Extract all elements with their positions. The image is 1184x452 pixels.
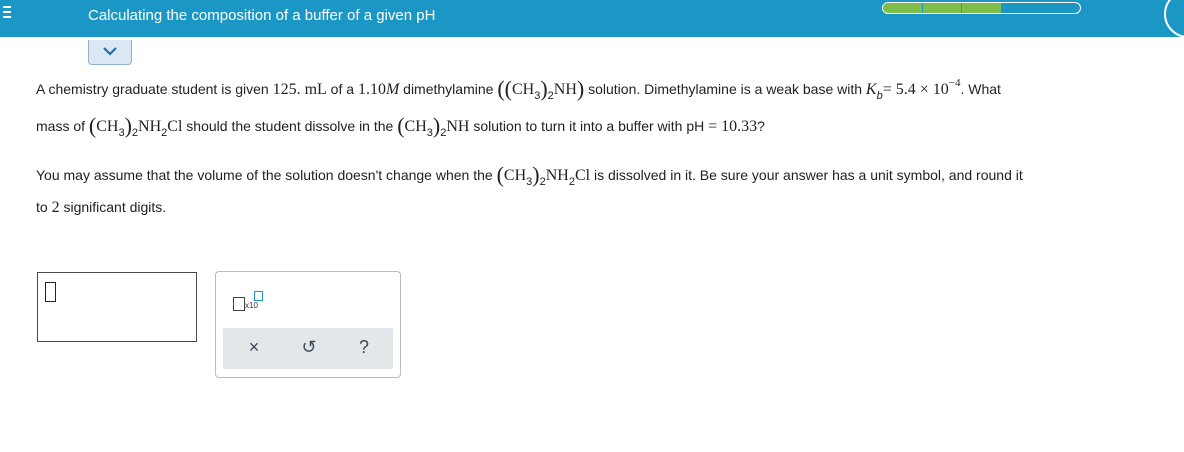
account-circle-icon[interactable] (1164, 0, 1184, 38)
question-line-4 (36, 199, 166, 217)
exponent-box-icon (254, 291, 263, 301)
question-line-3: You may assume that the volume of the solution doesn't change when the $(CH_3)_2NH_2Cl$ is dissolved in it. Be sure your answer has a unit symbol, and round it (36, 162, 1023, 188)
collapse-button[interactable] (88, 40, 132, 65)
base-box-icon (233, 297, 245, 311)
kb-subscript: b (876, 90, 883, 102)
question-text: of a (326, 81, 358, 97)
question-text: mass of (36, 118, 89, 134)
question-line-1: A chemistry graduate student is given 125. mL of a 1.10M dimethylamine $((CH_3)_2NH)$ solution. Dimethylamine is a weak base with $K_b= 5.4 \times 10^{-4}$. What (36, 76, 1001, 102)
question-text: solution to turn it into a buffer with pH (469, 118, 709, 134)
question-text: to (36, 199, 52, 215)
question-text: is dissolved in it. Be sure your answer has a unit symbol, and round it (590, 167, 1023, 183)
formula-subscript: 2 (539, 176, 546, 188)
concentration-value: 1.10 (357, 81, 386, 98)
question-text: You may assume that the volume of the solution doesn't change when the (36, 167, 497, 183)
tool-row (223, 328, 393, 369)
formula-subscript: 3 (118, 127, 125, 139)
math-toolbox (215, 271, 401, 378)
question-text: solution. Dimethylamine is a weak base with (584, 81, 866, 97)
scientific-notation-button[interactable] (233, 291, 265, 313)
formula-nh: NH (138, 118, 162, 135)
x10-label: x10 (245, 301, 258, 310)
formula-nh: NH (553, 81, 577, 98)
formula-ch: CH (96, 118, 119, 135)
question-text: ? (757, 118, 765, 134)
question-line-2: mass of $(CH_3)_2NH_2Cl$ should the student dissolve in the $(CH_3)_2NH$ solution to turn it into a buffer with pH = 10.33? (36, 113, 765, 139)
formula-cl: Cl (167, 118, 183, 135)
answer-input[interactable] (37, 272, 197, 342)
volume-value: 125. mL (272, 81, 327, 98)
undo-button[interactable]: ↺ (301, 337, 317, 357)
ph-value: = 10.33 (708, 118, 758, 135)
question-text: dimethylamine (399, 81, 498, 97)
kb-symbol: K (865, 81, 877, 98)
formula-subscript: 2 (568, 176, 575, 188)
formula-nh: NH (545, 167, 569, 184)
chevron-down-icon (102, 46, 118, 56)
help-button[interactable]: ? (358, 337, 369, 357)
formula-subscript: 2 (547, 90, 554, 102)
formula-subscript: 3 (426, 127, 433, 139)
question-text: should the student dissolve in the (182, 118, 398, 134)
formula-subscript: 2 (161, 127, 168, 139)
question-text: . What (960, 81, 1001, 97)
kb-value: = 5.4 × 10 (882, 81, 949, 98)
page-title: Calculating the composition of a buffer of a given pH (88, 7, 436, 24)
clear-button[interactable]: × (248, 337, 260, 357)
formula-subscript: 3 (526, 176, 533, 188)
formula-cl: Cl (574, 167, 591, 184)
input-cursor (45, 282, 56, 302)
formula-nh: NH (446, 118, 470, 135)
formula-subscript: 2 (440, 127, 447, 139)
question-text: A chemistry graduate student is given (36, 81, 273, 97)
formula-subscript: 3 (534, 90, 541, 102)
formula-ch: CH (503, 167, 527, 184)
kb-exponent: −4 (948, 77, 961, 89)
menu-icon[interactable] (0, 0, 14, 37)
formula-subscript: 2 (131, 127, 139, 139)
sig-digits-value: 2 (51, 199, 60, 216)
question-text: significant digits. (59, 199, 167, 215)
molarity-unit: M (385, 81, 400, 98)
progress-bar (882, 2, 1081, 14)
header-bar (0, 0, 1184, 37)
formula-ch: CH (404, 118, 427, 135)
formula-ch: CH (511, 81, 535, 98)
